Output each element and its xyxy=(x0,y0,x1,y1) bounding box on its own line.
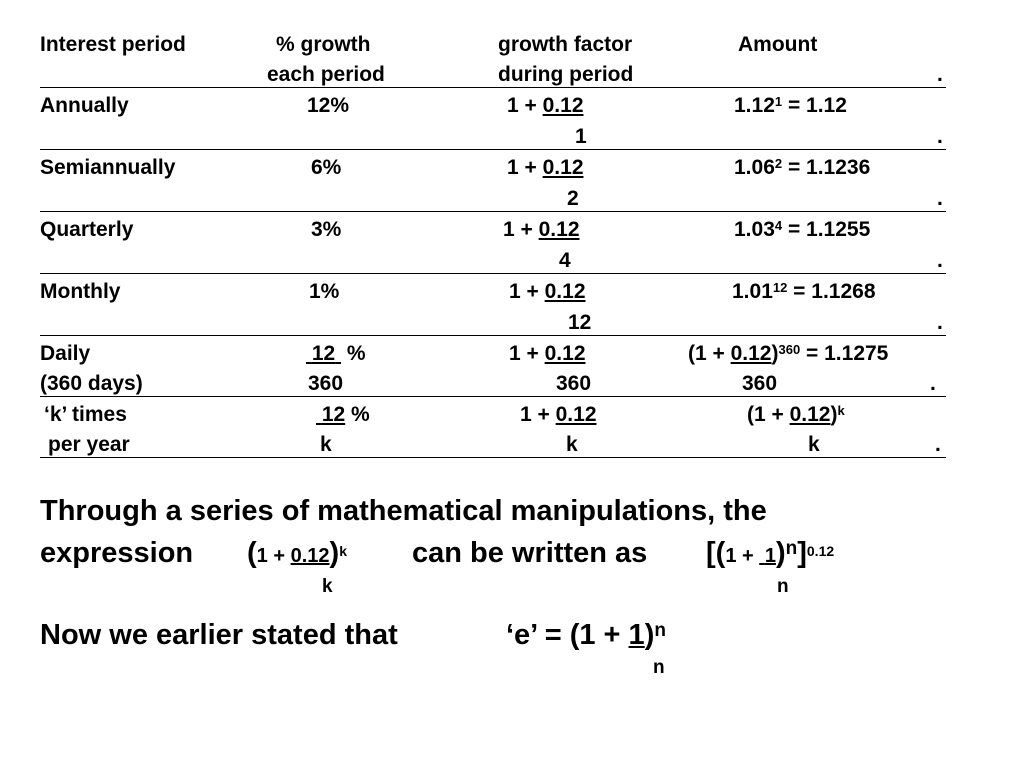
header-amount: Amount xyxy=(738,33,818,56)
table-rule xyxy=(40,211,946,212)
stated-text: Now we earlier stated that xyxy=(40,619,398,651)
amount-annually: $1.12^1 = 1.12$ xyxy=(734,94,847,117)
factor-denominator-quarterly: 4 xyxy=(559,249,571,272)
expression-n-formula: $[(1 + 1)^n]^{0.12}$ xyxy=(706,537,835,569)
row-end-dot: . xyxy=(937,125,943,148)
growth-annually: 12% xyxy=(307,94,350,117)
row-end-dot: . xyxy=(937,187,943,210)
factor-k: 1 + 0.12 xyxy=(520,403,597,426)
factor-denominator-annually: 1 xyxy=(575,125,587,148)
table-rule xyxy=(40,396,946,397)
amount-k: $(1 + 0.12)^k$ xyxy=(747,403,845,426)
table-rule xyxy=(40,457,946,458)
row-end-dot: . xyxy=(937,249,943,272)
denominator-k: k xyxy=(322,576,333,597)
header-growth-line1: % growth xyxy=(276,33,371,56)
row-end-dot: . xyxy=(935,433,941,456)
e-definition-formula: ‘e’ = $(1 + 1)^n$ xyxy=(506,619,666,651)
period-k-times: ‘k’ times xyxy=(44,403,127,426)
factor-quarterly: 1 + 0.12 xyxy=(503,218,580,241)
amount-denominator-daily: 360 xyxy=(742,372,778,395)
header-growth-line2: each period xyxy=(267,63,385,86)
amount-denominator-k: k xyxy=(808,433,820,456)
amount-quarterly: $1.03^4 = 1.1255$ xyxy=(734,218,871,241)
header-factor-line2: during period xyxy=(498,63,634,86)
row-end-dot: . xyxy=(937,311,943,334)
growth-k: 12 % xyxy=(321,403,370,426)
table-rule xyxy=(40,335,946,336)
table-rule xyxy=(40,149,946,150)
factor-annually: 1 + 0.12 xyxy=(507,94,584,117)
factor-denominator-semiannually: 2 xyxy=(567,187,579,210)
growth-monthly: 1% xyxy=(309,280,340,303)
growth-semiannually: 6% xyxy=(311,156,342,179)
factor-monthly: 1 + 0.12 xyxy=(509,280,586,303)
period-monthly: Monthly xyxy=(40,280,121,303)
header-interest-period: Interest period xyxy=(40,33,186,56)
table-rule xyxy=(40,87,946,88)
growth-daily: 12 % xyxy=(311,342,366,365)
paragraph-line-1: Through a series of mathematical manipulations, the xyxy=(40,495,767,527)
can-be-written-as: can be written as xyxy=(412,537,648,569)
factor-denominator-k: k xyxy=(566,433,578,456)
amount-daily: $(1 + 0.12)^{360} = 1.1275$ xyxy=(688,342,889,365)
period-quarterly: Quarterly xyxy=(40,218,134,241)
e-denominator-n: n xyxy=(653,657,665,678)
growth-denominator-k: k xyxy=(320,433,332,456)
expression-word: expression xyxy=(40,537,194,569)
amount-monthly: $1.01^{12} = 1.1268$ xyxy=(732,280,876,303)
table-rule xyxy=(40,273,946,274)
factor-semiannually: 1 + 0.12 xyxy=(507,156,584,179)
header-factor-line1: growth factor xyxy=(498,33,633,56)
period-per-year: per year xyxy=(48,433,130,456)
growth-quarterly: 3% xyxy=(311,218,342,241)
period-annually: Annually xyxy=(40,94,129,117)
denominator-n: n xyxy=(777,576,789,597)
amount-semiannually: $1.06^2 = 1.1236$ xyxy=(734,156,871,179)
row-end-dot: . xyxy=(937,63,943,86)
growth-denominator-daily: 360 xyxy=(308,372,344,395)
period-semiannually: Semiannually xyxy=(40,156,176,179)
factor-denominator-daily: 360 xyxy=(556,372,592,395)
factor-daily: 1 + 0.12 xyxy=(509,342,586,365)
period-daily-note: (360 days) xyxy=(40,372,143,395)
expression-k-formula: $(1 + 0.12)^k$ xyxy=(247,537,347,569)
period-daily: Daily xyxy=(40,342,91,365)
factor-denominator-monthly: 12 xyxy=(568,311,592,334)
row-end-dot: . xyxy=(930,372,936,395)
